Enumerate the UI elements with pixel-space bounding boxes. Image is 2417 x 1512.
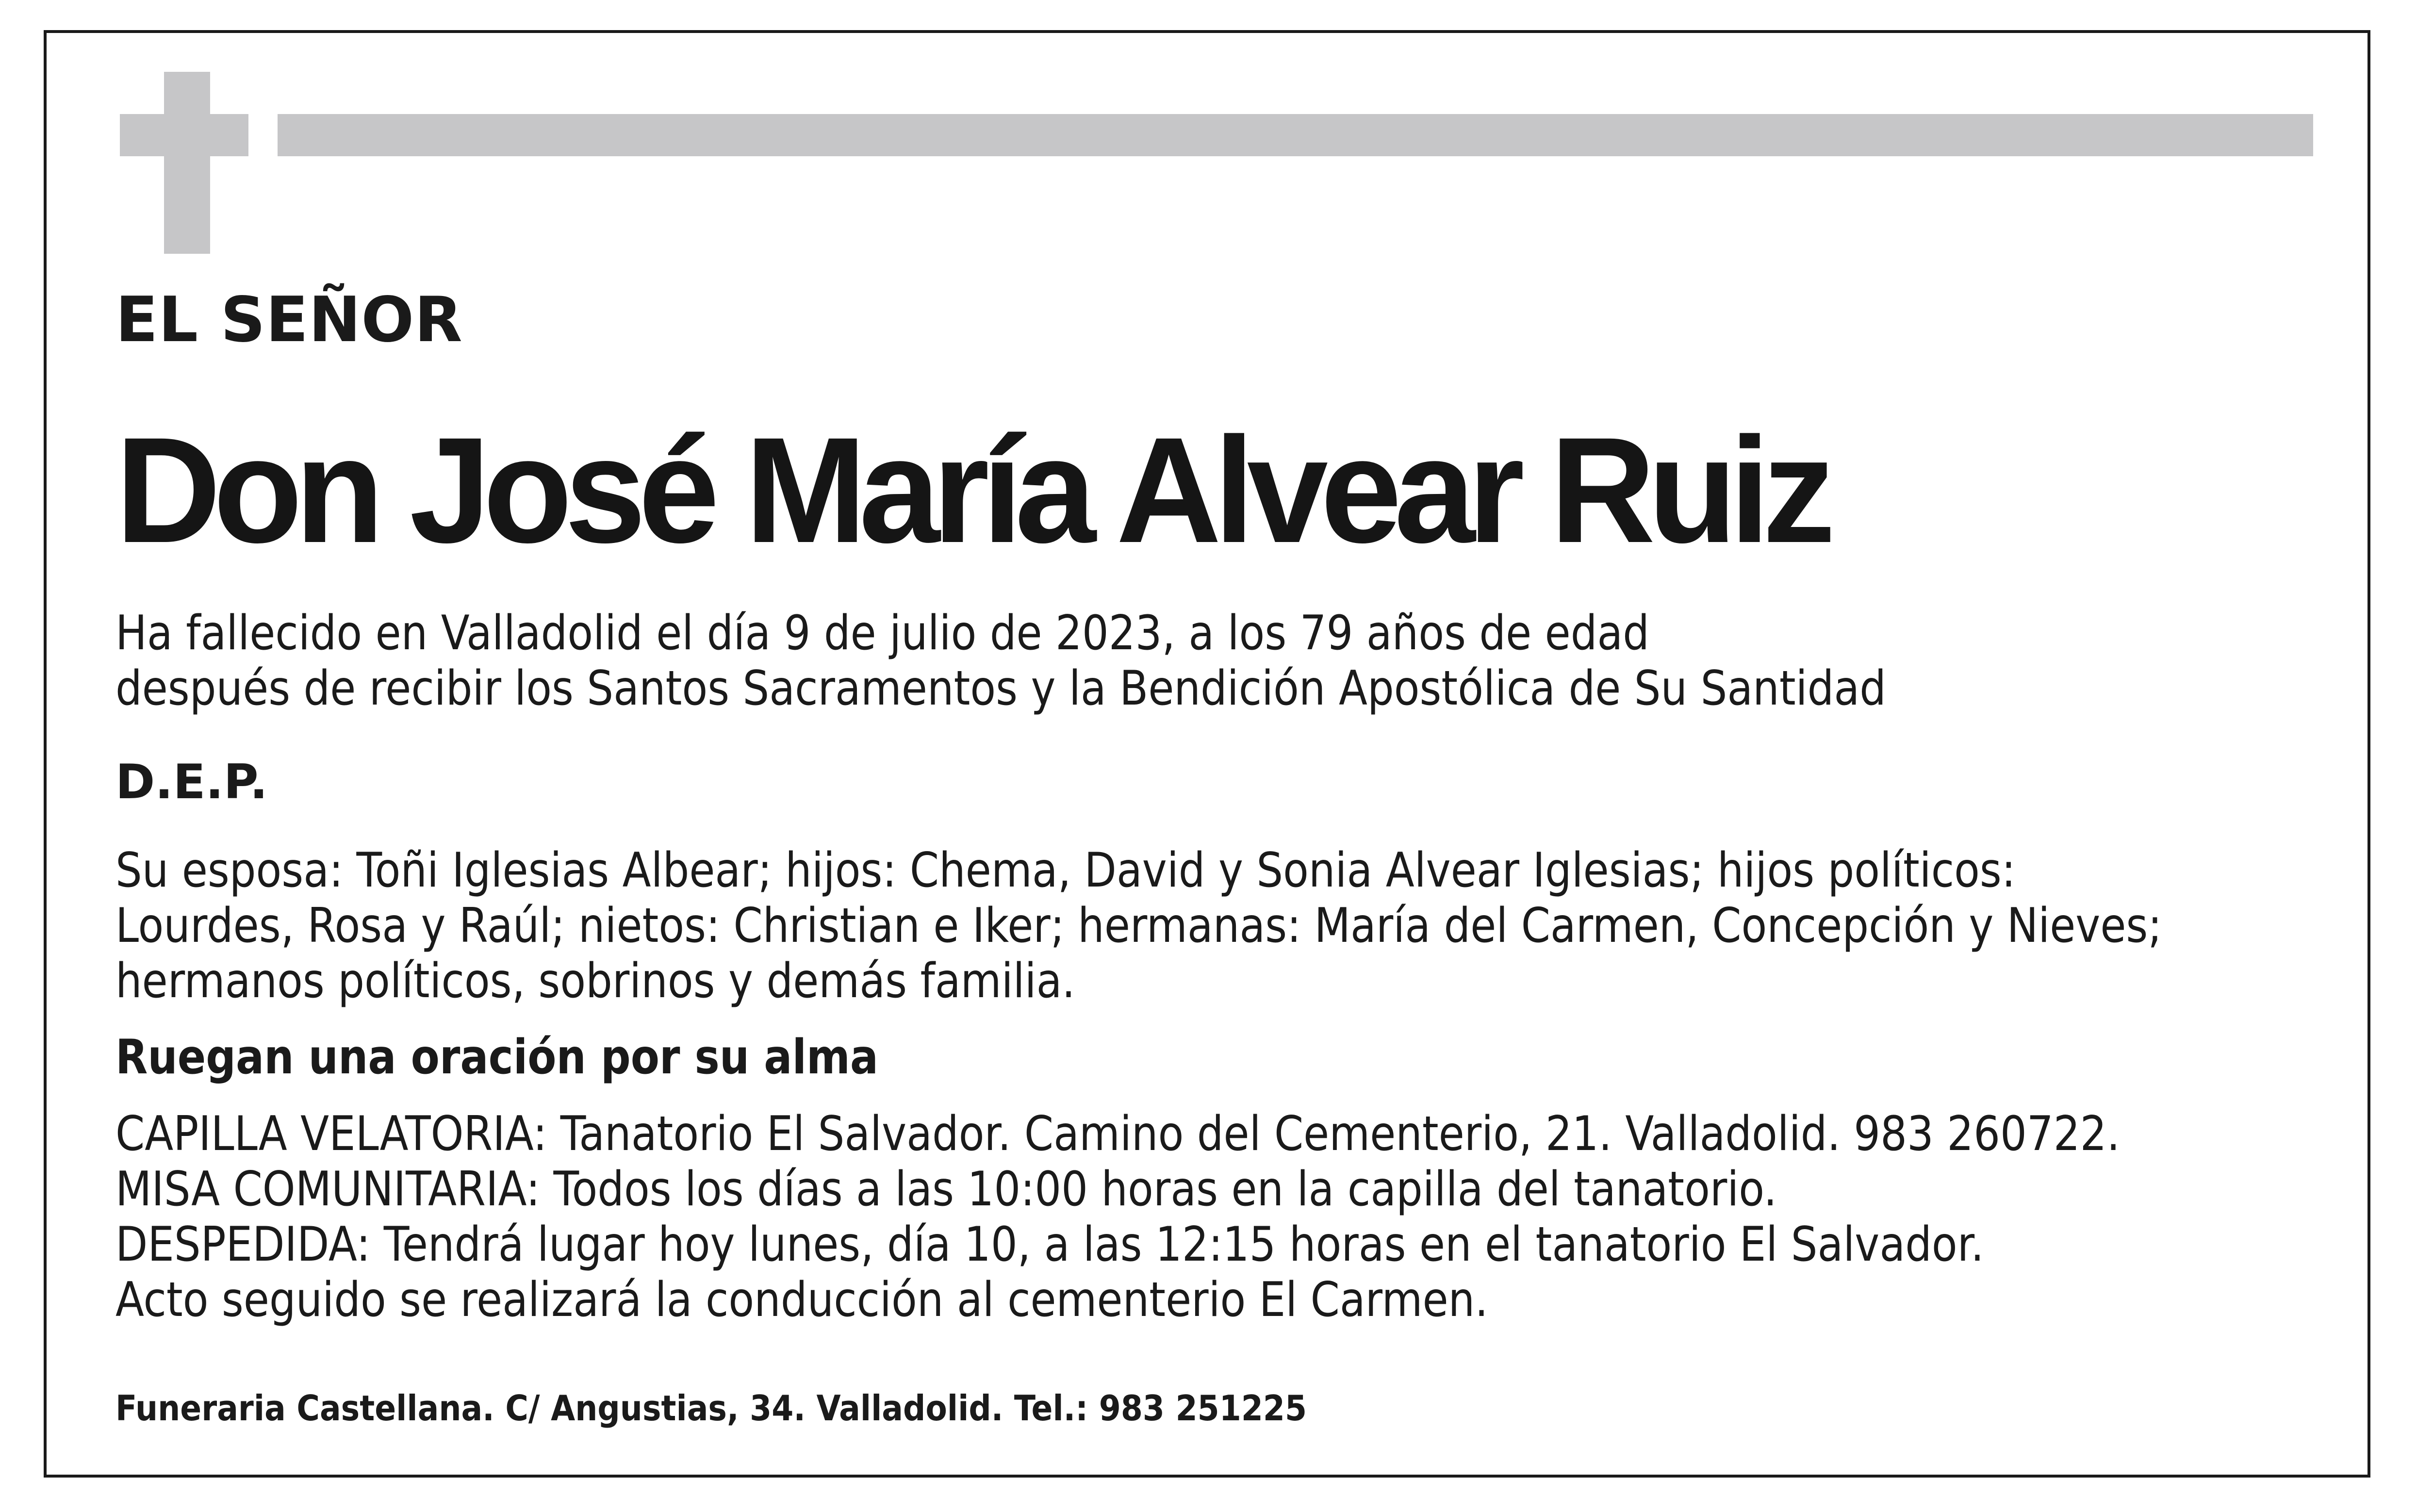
family-line-2: Lourdes, Rosa y Raúl; nietos: Christian e Iker; hermanas: María del Carmen, Concepción y Nieves;	[115, 898, 2162, 953]
service-farewell: DESPEDIDA: Tendrá lugar hoy lunes, día 10, a las 12:15 horas en el tanatorio El Salvador.	[115, 1217, 1984, 1272]
announcement-line-1: Ha fallecido en Valladolid el día 9 de julio de 2023, a los 79 años de edad	[115, 606, 1650, 661]
dep-abbreviation: D.E.P.	[115, 755, 268, 810]
family-line-3: hermanos políticos, sobrinos y demás familia.	[115, 953, 1075, 1009]
deceased-name: Don José María Alvear Ruiz	[115, 406, 1828, 574]
family-line-1: Su esposa: Toñi Iglesias Albear; hijos: Chema, David y Sonia Alvear Iglesias; hijos políticos:	[115, 843, 2016, 898]
cross-horizontal-beam	[120, 114, 248, 156]
service-procession: Acto seguido se realizará la conducción al cementerio El Carmen.	[115, 1272, 1488, 1328]
announcement-line-2: después de recibir los Santos Sacramentos y la Bendición Apostólica de Su Santidad	[115, 661, 1886, 716]
funeral-home-info: Funeraria Castellana. C/ Angustias, 34. Valladolid. Tel.: 983 251225	[115, 1388, 1307, 1429]
cross-vertical-beam	[164, 72, 210, 254]
honorific-prefix: EL SEÑOR	[115, 284, 463, 356]
prayer-request: Ruegan una oración por su alma	[115, 1030, 879, 1085]
service-mass: MISA COMUNITARIA: Todos los días a las 10:00 horas en la capilla del tanatorio.	[115, 1162, 1777, 1217]
header-divider-bar	[278, 114, 2313, 156]
service-chapel: CAPILLA VELATORIA: Tanatorio El Salvador. Camino del Cementerio, 21. Valladolid. 983 260722.	[115, 1106, 2120, 1162]
